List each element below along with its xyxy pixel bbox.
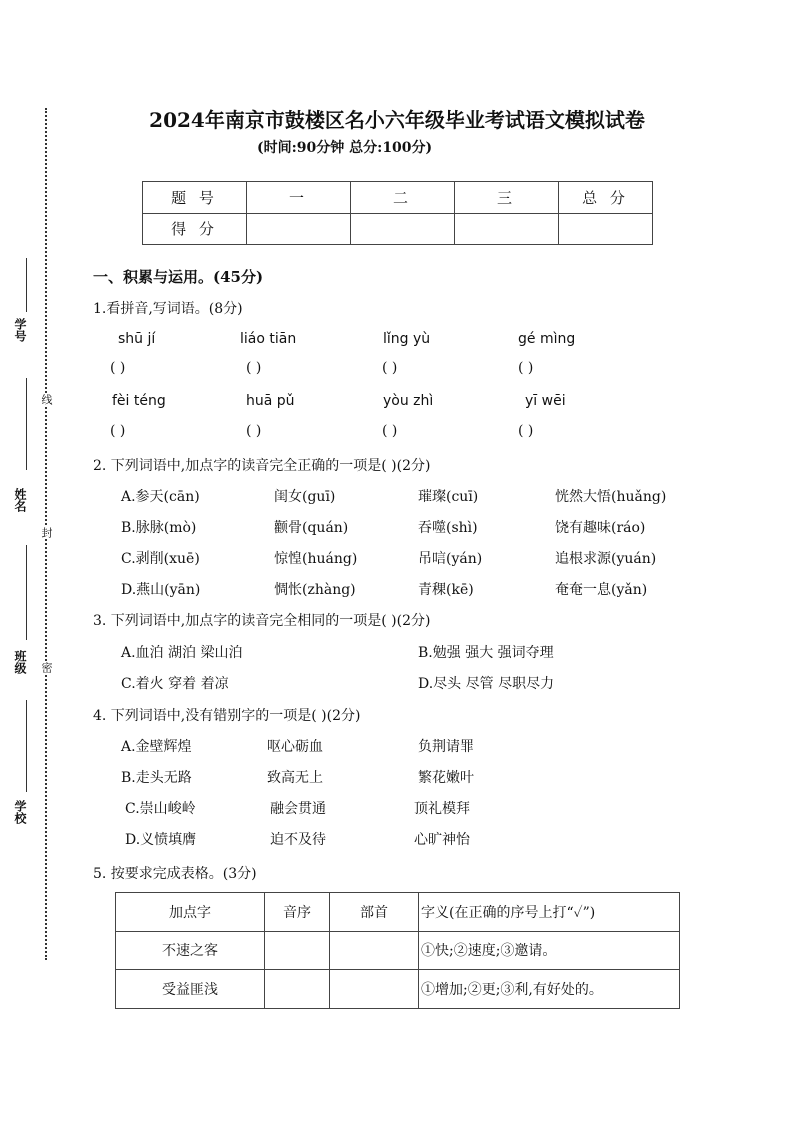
q3-stem: 3. 下列词语中,加点字的读音完全相同的一项是( )(2分) [93, 613, 431, 629]
score-cell-total[interactable] [559, 213, 653, 245]
score-row-label: 得 分 [143, 213, 247, 245]
q4-option: 心旷神怡 [414, 832, 470, 848]
q4-option: D.义愤填膺 [125, 832, 197, 848]
seal-mark-seal: 封 [40, 527, 53, 538]
q4-option: 繁花嫩叶 [418, 770, 474, 786]
q4-option: 迫不及待 [270, 832, 326, 848]
class-underline [26, 545, 27, 640]
q5-meaning-cell[interactable]: ①增加;②更;③利,有好处的。 [419, 970, 680, 1009]
name-underline [26, 378, 27, 470]
answer-blank[interactable]: ( ) [382, 423, 398, 439]
pinyin-item: huā pǔ [246, 393, 295, 409]
q3-option: B.勉强 强大 强词夺理 [418, 645, 554, 661]
score-table [142, 181, 653, 245]
score-header-cell: 二 [351, 182, 455, 214]
pinyin-item: shū jí [118, 331, 156, 347]
score-header-cell: 一 [247, 182, 351, 214]
q5-header-cell: 部首 [330, 893, 419, 932]
answer-blank[interactable]: ( ) [382, 360, 398, 376]
q5-word-cell: 不速之客 [116, 931, 265, 970]
q2-option: 闺女(guī) [274, 489, 336, 505]
student-id-label: 学号 [13, 318, 27, 342]
seal-mark-secret: 密 [40, 662, 53, 673]
score-header-cell: 总 分 [559, 182, 653, 214]
q4-option: 致高无上 [267, 770, 323, 786]
q2-option: 追根求源(yuán) [555, 551, 657, 567]
pinyin-item: gé mìng [518, 331, 576, 347]
q4-stem: 4. 下列词语中,没有错别字的一项是( )(2分) [93, 708, 361, 724]
q2-option: 青稞(kē) [418, 582, 474, 598]
school-underline [26, 700, 27, 792]
q4-option: 顶礼模拜 [414, 801, 470, 817]
q2-option: 璀璨(cuī) [418, 489, 479, 505]
pinyin-item: yī wēi [525, 393, 566, 409]
q4-option: 融会贯通 [270, 801, 326, 817]
q5-bushou-cell[interactable] [330, 970, 419, 1009]
score-table-score-row [143, 213, 653, 245]
student-id-underline [26, 258, 27, 312]
q2-option: 惆怅(zhàng) [274, 582, 356, 598]
q2-option: B.脉脉(mò) [121, 520, 197, 536]
class-label: 班级 [13, 650, 27, 674]
q2-option: D.燕山(yān) [121, 582, 201, 598]
q4-option: B.走头无路 [121, 770, 192, 786]
pinyin-item: liáo tiān [240, 331, 297, 347]
pinyin-item: fèi téng [112, 393, 166, 409]
q2-option: 恍然大悟(huǎng) [555, 489, 667, 505]
q2-option: 奄奄一息(yǎn) [555, 582, 648, 598]
score-cell-1[interactable] [247, 213, 351, 245]
q5-row [116, 970, 680, 1009]
q4-option: 负荆请罪 [418, 739, 474, 755]
seal-mark-line: 线 [40, 394, 53, 405]
q2-option: A.参天(cān) [121, 489, 200, 505]
q2-option: 惊惶(huáng) [274, 551, 358, 567]
q2-option: 吞噬(shì) [418, 520, 478, 536]
answer-blank[interactable]: ( ) [110, 360, 126, 376]
q4-option: 呕心砺血 [267, 739, 323, 755]
q5-table [115, 892, 680, 1009]
q2-option: 饶有趣味(ráo) [555, 520, 646, 536]
q2-option: 颧骨(quán) [274, 520, 349, 536]
pinyin-item: yòu zhì [383, 393, 434, 409]
q5-row [116, 931, 680, 970]
answer-blank[interactable]: ( ) [110, 423, 126, 439]
score-cell-3[interactable] [455, 213, 559, 245]
q5-header-cell: 音序 [265, 893, 330, 932]
pinyin-item: lǐng yù [383, 331, 431, 347]
q5-stem: 5. 按要求完成表格。(3分) [93, 866, 257, 882]
q2-option: 吊唁(yán) [418, 551, 483, 567]
name-label: 姓名 [13, 488, 27, 512]
q1-stem: 1.看拼音,写词语。(8分) [93, 301, 243, 317]
q5-yinxu-cell[interactable] [265, 931, 330, 970]
score-header-cell: 三 [455, 182, 559, 214]
answer-blank[interactable]: ( ) [246, 423, 262, 439]
q3-option: C.着火 穿着 着凉 [121, 676, 229, 692]
answer-blank[interactable]: ( ) [518, 423, 534, 439]
q2-stem: 2. 下列词语中,加点字的读音完全正确的一项是( )(2分) [93, 458, 431, 474]
q2-option: C.剥削(xuē) [121, 551, 200, 567]
school-label: 学校 [13, 800, 27, 824]
q3-option: A.血泊 湖泊 梁山泊 [121, 645, 243, 661]
q5-yinxu-cell[interactable] [265, 970, 330, 1009]
score-cell-2[interactable] [351, 213, 455, 245]
q5-word-cell: 受益匪浅 [116, 970, 265, 1009]
exam-title: 2024年南京市鼓楼区名小六年级毕业考试语文模拟试卷 [149, 108, 645, 132]
answer-blank[interactable]: ( ) [518, 360, 534, 376]
q5-bushou-cell[interactable] [330, 931, 419, 970]
answer-blank[interactable]: ( ) [246, 360, 262, 376]
q5-header-row [116, 893, 680, 932]
score-header-cell: 题 号 [143, 182, 247, 214]
q4-option: C.崇山峻岭 [125, 801, 196, 817]
q5-header-cell: 加点字 [116, 893, 265, 932]
q5-header-cell: 字义(在正确的序号上打“✓”) [419, 893, 680, 932]
q3-option: D.尽头 尽管 尽职尽力 [418, 676, 555, 692]
q5-meaning-cell[interactable]: ①快;②速度;③邀请。 [419, 931, 680, 970]
q4-option: A.金壁辉煌 [121, 739, 192, 755]
score-table-header-row [143, 182, 653, 214]
exam-subtitle: (时间:90分钟 总分:100分) [257, 140, 433, 156]
section-1-heading: 一、积累与运用。(45分) [93, 268, 264, 286]
